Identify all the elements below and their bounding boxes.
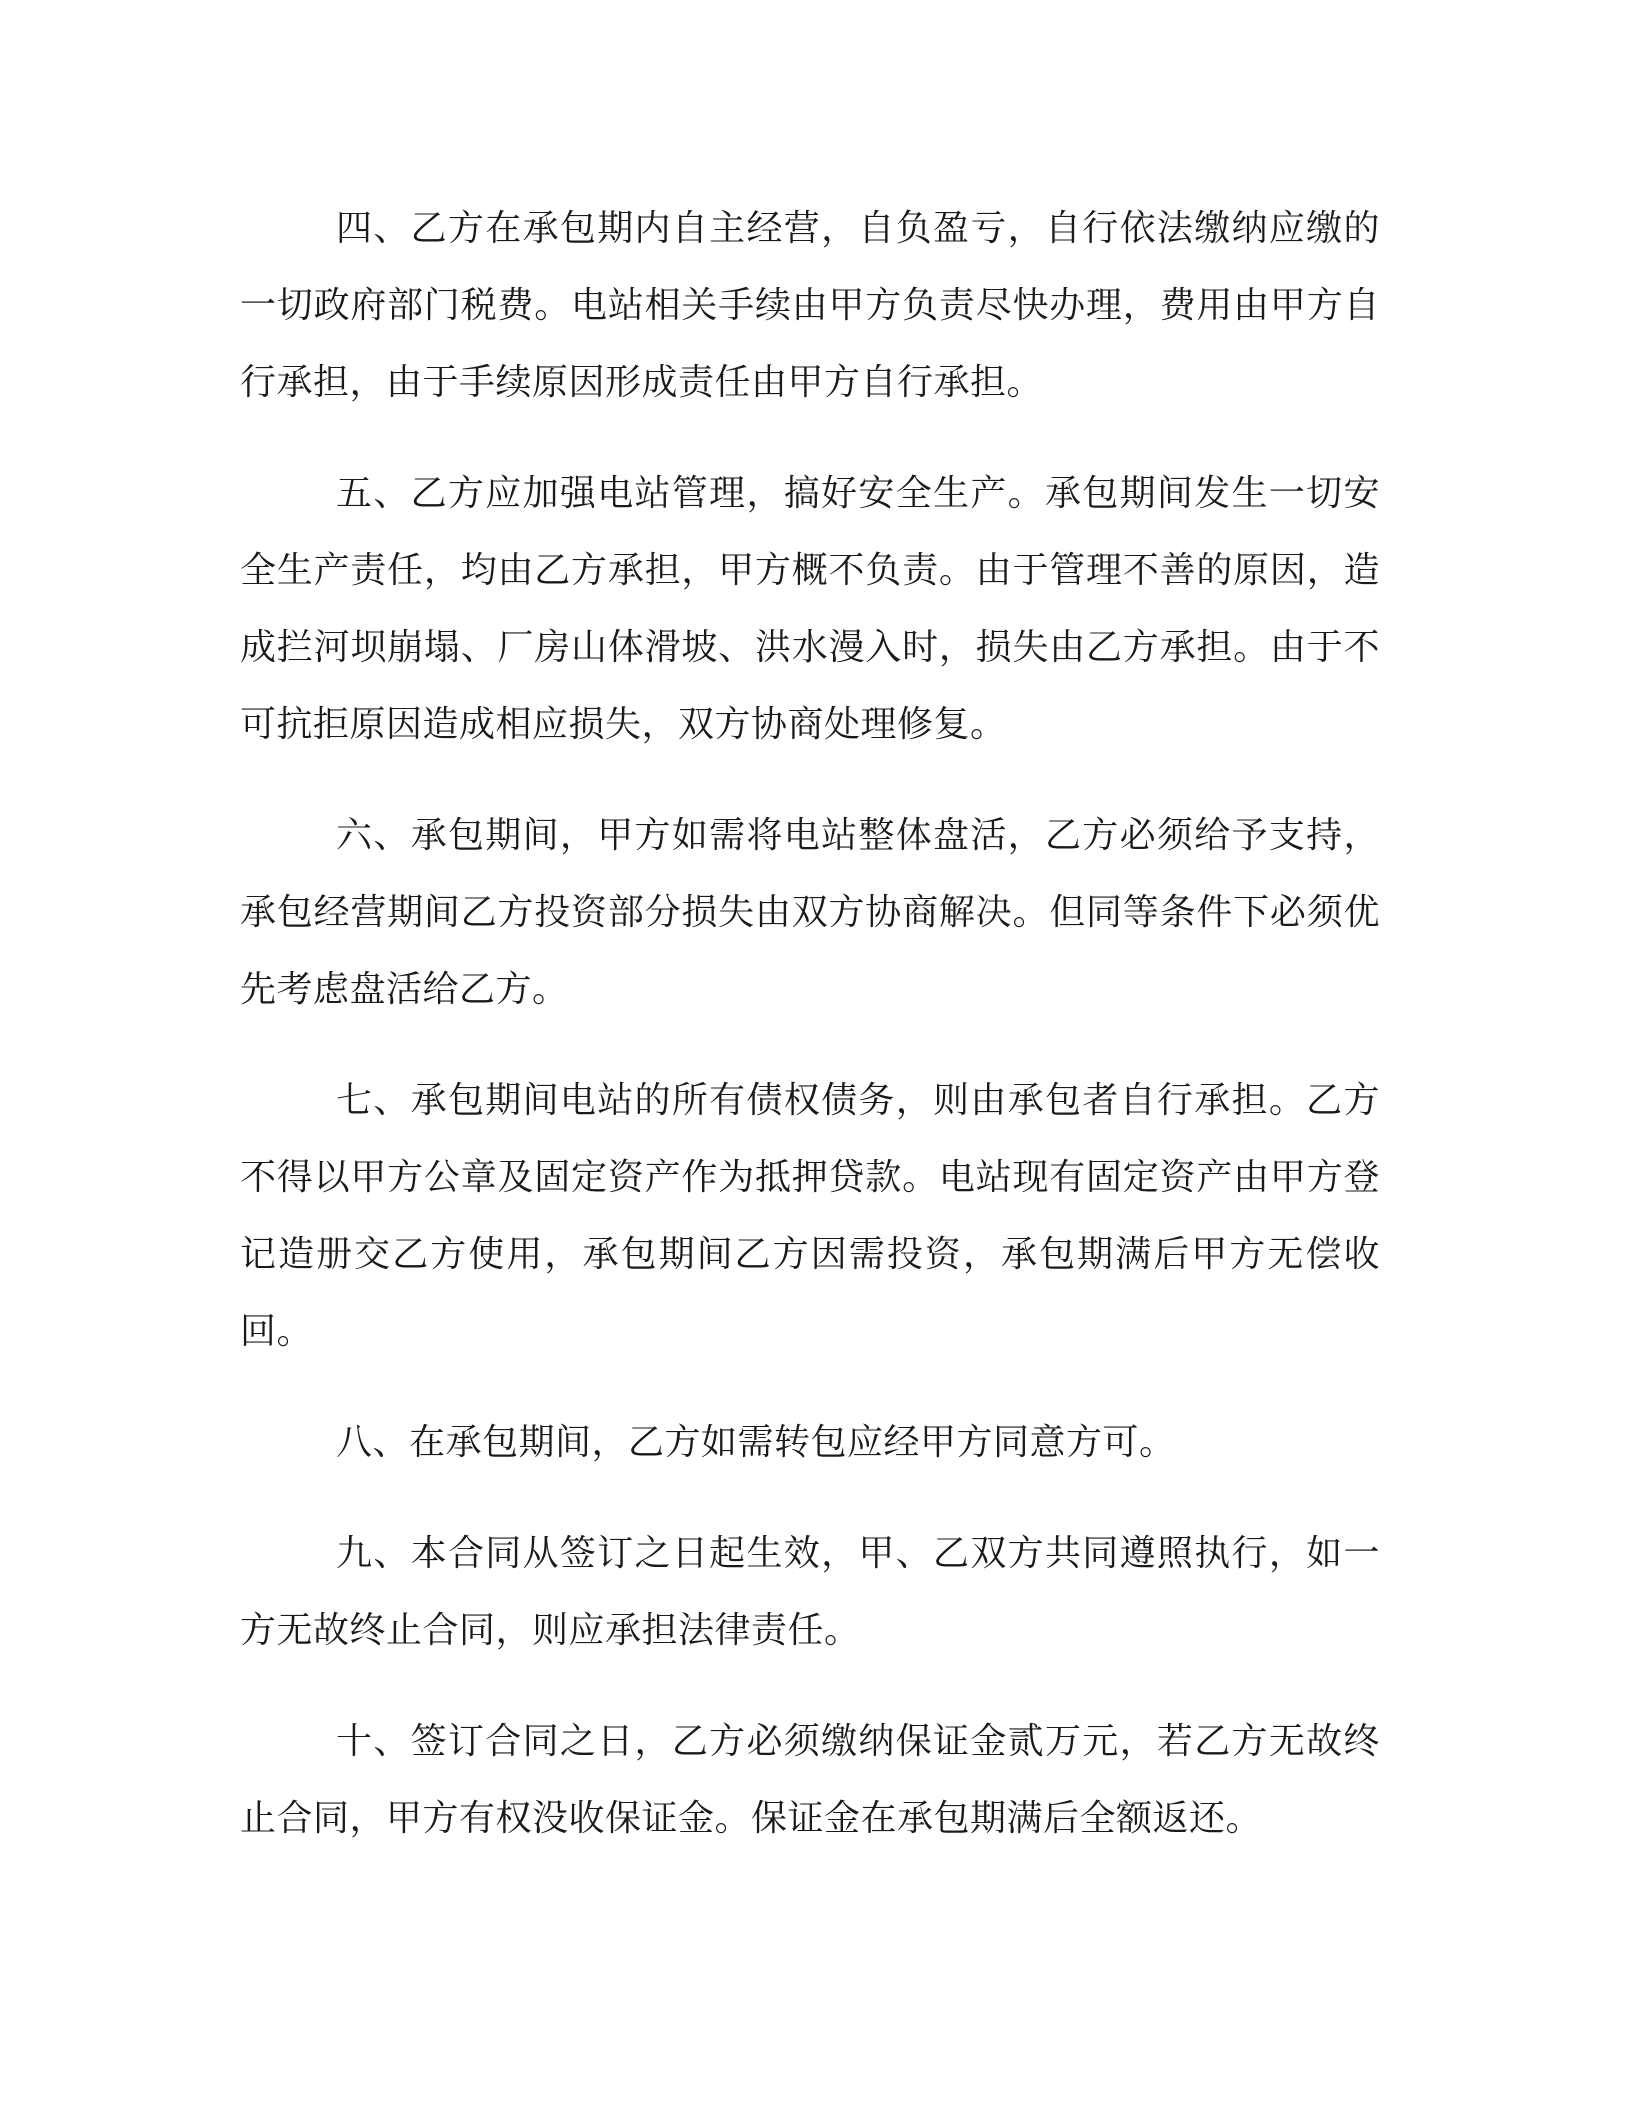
contract-body [240,190,1380,1891]
clause-9: 九、本合同从签订之日起生效，甲、乙双方共同遵照执行，如一方无故终止合同，则应承担法律责任。 [240,1533,1380,1651]
clause-4: 四、乙方在承包期内自主经营，自负盈亏，自行依法缴纳应缴的一切政府部门税费。电站相关手续由甲方负责尽快办理，费用由甲方自行承担，由于手续原因形成责任由甲方自行承担。 [240,208,1380,403]
clause-10: 十、签订合同之日，乙方必须缴纳保证金贰万元，若乙方无故终止合同，甲方有权没收保证金。保证金在承包期满后全额返还。 [240,1721,1380,1839]
clause-8: 八、在承包期间，乙方如需转包应经甲方同意方可。 [336,1422,1176,1463]
clause-7: 七、承包期间电站的所有债权债务，则由承包者自行承担。乙方不得以甲方公章及固定资产作为抵押贷款。电站现有固定资产由甲方登记造册交乙方使用，承包期间乙方因需投资，承包期满后甲方无偿收回。 [240,1080,1380,1352]
clause-6: 六、承包期间，甲方如需将电站整体盘活，乙方必须给予支持，承包经营期间乙方投资部分损失由双方协商解决。但同等条件下必须优先考虑盘活给乙方。 [240,815,1380,1010]
clause-5: 五、乙方应加强电站管理，搞好安全生产。承包期间发生一切安全生产责任，均由乙方承担，甲方概不负责。由于管理不善的原因，造成拦河坝崩塌、厂房山体滑坡、洪水漫入时，损失由乙方承担。由于不可抗拒原因造成相应损失，双方协商处理修复。 [240,473,1380,745]
